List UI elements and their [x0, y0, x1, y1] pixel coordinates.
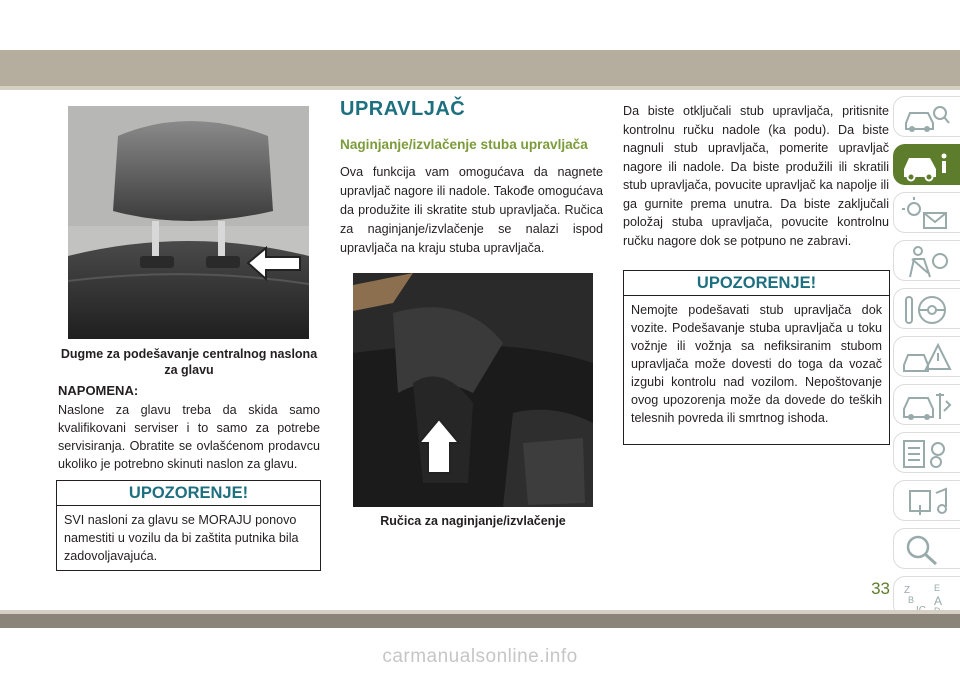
header-rule — [0, 86, 960, 90]
right-warning-title: UPOZORENJE! — [624, 271, 889, 296]
header-band — [0, 50, 960, 86]
nav-tab-steering[interactable] — [893, 288, 960, 329]
nav-tab-safety[interactable] — [893, 240, 960, 281]
right-warning-box — [623, 270, 890, 445]
steering-lever-photo-caption: Ručica za naginjanje/izvlačenje — [380, 514, 566, 528]
nav-tab-car-magnifier[interactable] — [893, 96, 960, 137]
note-title: NAPOMENA: — [58, 383, 139, 398]
car-info-icon — [900, 149, 952, 183]
car-magnifier-icon — [900, 101, 952, 135]
footer-band — [0, 614, 960, 628]
left-warning-text: SVI nasloni za glavu se MORAJU ponovo namestiti u vozilu da bi zaštita putnika bila zadovoljavajuća. — [64, 513, 299, 563]
note-text: Naslone za glavu treba da skida samo kvalifikovani serviser i to samo za potrebe servisiranja. Obratite se ovlašćenom prodavcu ukoliko je potrebno skinuti naslon za glavu. — [58, 403, 320, 471]
page-number: 33 — [871, 579, 890, 598]
headrest-photo — [68, 106, 309, 339]
warning-lights-mail-icon — [900, 197, 952, 231]
steering-lever-photo — [353, 273, 593, 507]
subsection-title: Naginjanje/izvlačenje stuba upravljača — [340, 137, 588, 152]
svg-text:A: A — [934, 594, 943, 608]
nav-tab-maintenance[interactable] — [893, 432, 960, 473]
right-warning-text: Nemojte podešavati stub upravljača dok vozite. Podešavanje stuba upravljača u toku vožnje ili vožnja sa nefiksiranim stubom upravljača može dovesti do toga da vozač izgubi kontrolu nad vozilom. Nepoštovanje ovog upozorenja može da dovede do teških telesnih povreda ili smrtnog ishoda. — [631, 303, 882, 425]
middle-body-text: Ova funkcija vam omogućava da nagnete upravljač nagore ili nadole. Takođe omogućava da produžite ili skratite stub upravljača. Ručica za naginjanje/izvlačenje se nalazi ispod upravljača na kraju stuba upravljača. — [340, 165, 603, 255]
nav-tab-roadside[interactable] — [893, 336, 960, 377]
watermark: carmanualsonline.info — [382, 646, 578, 667]
search-index-icon — [900, 533, 952, 567]
nav-tab-warning-lights[interactable] — [893, 192, 960, 233]
seatbelt-airbag-icon — [900, 245, 952, 279]
multimedia-icon — [900, 485, 952, 519]
nav-tab-service[interactable] — [893, 384, 960, 425]
steering-wheel-icon — [900, 293, 952, 327]
left-warning-box — [56, 480, 321, 571]
maintenance-list-icon — [900, 437, 952, 471]
svg-text:Z: Z — [904, 585, 911, 596]
svg-text:B: B — [908, 595, 915, 605]
left-warning-title: UPOZORENJE! — [57, 481, 320, 506]
car-service-icon — [900, 389, 952, 423]
headrest-photo-caption: Dugme za podešavanje centralnog naslona za glavu — [60, 347, 318, 377]
section-title: UPRAVLJAČ — [340, 98, 466, 120]
roadside-warning-icon — [900, 341, 952, 375]
nav-tab-multimedia[interactable] — [893, 480, 960, 521]
nav-tab-search[interactable] — [893, 528, 960, 569]
right-body-text: Da biste otključali stub upravljača, pritisnite kontrolnu ručku nadole (ka podu). Da biste nagnuli stub upravljača, pomerite upravljač nagore ili nadole. Da biste produžili ili skratili stub upravljača, povucite upravljač ka napolje ili ga gurnite prema unutra. Da biste zaključali položaj stuba upravljača, povucite kontrolnu ručku nagore dok se potpuno ne zabravi. — [623, 104, 889, 248]
svg-text:E: E — [934, 583, 941, 593]
nav-tab-car-info[interactable] — [893, 144, 960, 185]
